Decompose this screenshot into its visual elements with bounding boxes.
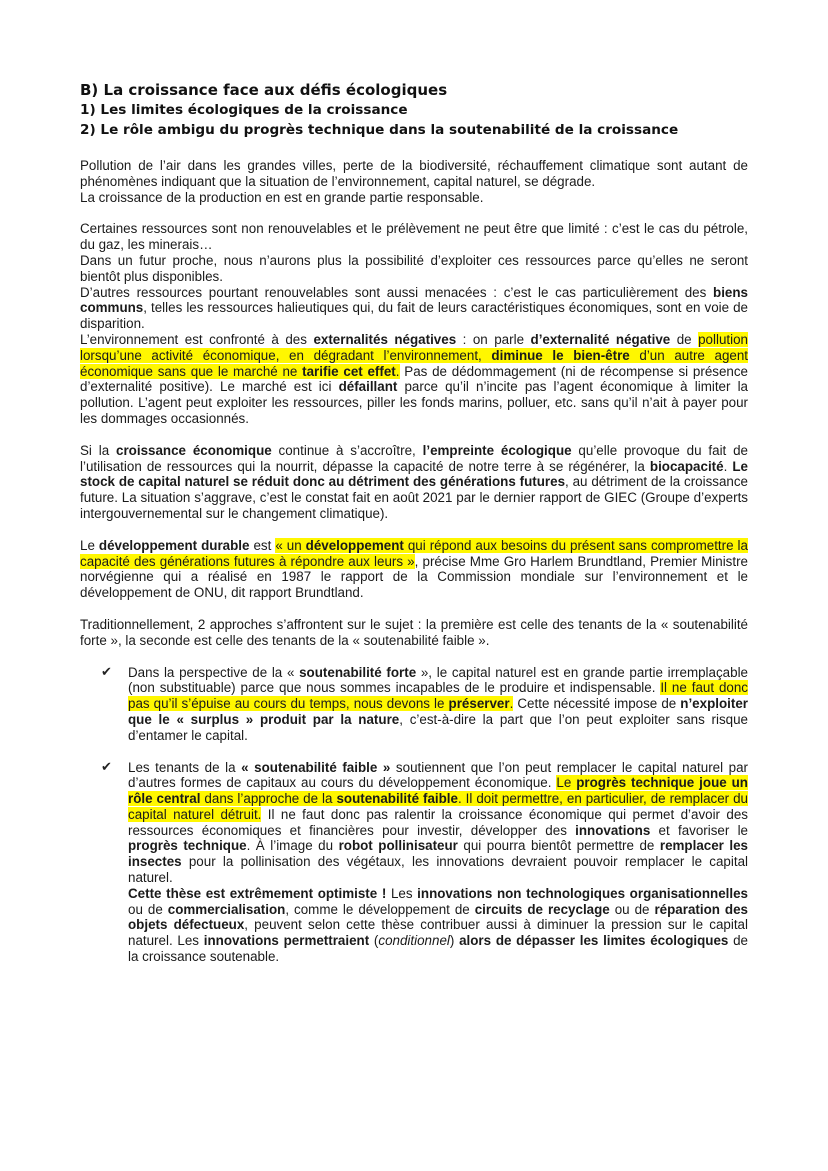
paragraph-intro: Pollution de l’air dans les grandes villes, perte de la biodiversité, réchauffement climatique sont autant de phénomènes indiquant que la situation de l’environnement, capital naturel, se dégrade. La croissance de la production en est en grande partie responsable. xyxy=(80,158,748,205)
list-item-weak-sustainability: ✔ Les tenants de la « soutenabilité faible » soutiennent que l’on peut remplacer le capital naturel par d’autres formes de capitaux au cours du développement économique. Le progrès technique joue un rôle central dans l’approche de la soutenabilité faible. Il doit permettre, en particulier, de remplacer du capital naturel détruit. Il ne faut donc pas ralentir la croissance économique qui permet d’avoir des ressources économiques et financières pour investir, développer des innovations et favoriser le progrès technique. À l’image du robot pollinisateur qui pourra bientôt permettre de remplacer les insectes pour la pollinisation des végétaux, les innovations devraient pouvoir remplacer le capital naturel. Cette thèse est extrêmement optimiste ! Les innovations non technologiques organisationnelles ou de commercialisation, comme le développement de circuits de recyclage ou de réparation des objets défectueux, peuvent selon cette thèse contribuer aussi à diminuer la pression sur le capital naturel. Les innovations permettraient (conditionnel) alors de dépasser les limites écologiques de la croissance soutenable. xyxy=(101,759,749,965)
subsection-title-1: 1) Les limites écologiques de la croissance xyxy=(80,102,408,118)
checkmark-icon: ✔ xyxy=(101,759,112,775)
highlight-brundtland-definition: « un développement qui répond aux besoins du présent sans compromettre la capacité des générations futures à répondre aux leurs » xyxy=(80,537,748,569)
paragraph-two-approaches: Traditionnellement, 2 approches s’affrontent sur le sujet : la première est celle des tenants de la « soutenabilité forte », la seconde est celle des tenants de la « soutenabilité faible ». xyxy=(80,616,748,648)
paragraph-sustainable-development: Le développement durable est « un développement qui répond aux besoins du présent sans compromettre la capacité des générations futures à répondre aux leurs », précise Mme Gro Harlem Brundtland, Premier Ministre norvégienne qui a réalisé en 1987 le rapport de la Commission mondiale sur l’environnement et le développement de ONU, dit rapport Brundtland. xyxy=(80,537,748,601)
list-item-strong-sustainability: ✔ Dans la perspective de la « soutenabilité forte », le capital naturel est en grande partie irremplaçable (non substituable) parce que nous sommes incapables de le produire et indispensable. Il ne faut donc pas qu’il s’épuise au cours du temps, nous devons le préserver. Cette nécessité impose de n’exploiter que le « surplus » produit par la nature, c’est-à-dire la part que l’on peut exploiter sans risque d’entamer le capital. xyxy=(101,664,749,743)
highlight-externality-definition: pollution lorsqu’une activité économique, en dégradant l’environnement, diminue le bien-être d’un autre agent économique sans que le marché ne tarifie cet effet. xyxy=(80,331,749,379)
paragraph-resources: Certaines ressources sont non renouvelables et le prélèvement ne peut être que limité : c’est le cas du pétrole, du gaz, les minerais… Dans un futur proche, nous n’aurons plus la possibilité d’exploiter ces ressources parce qu’elles ne seront bientôt plus disponibles. D’autres ressources pourtant renouvelables sont aussi menacées : c’est le cas particulièrement des biens communs, telles les ressources halieutiques qui, du fait de leurs caractéristiques économiques, sont en voie de disparition. L’environnement est confronté à des externalités négatives : on parle d’externalité négative de pollution lorsqu’une activité économique, en dégradant l’environnement, diminue le bien-être d’un autre agent économique sans que le marché ne tarifie cet effet. Pas de dédommagement (ni de récompense si présence d’externalité positive). Le marché est ici défaillant parce qu’il n’incite pas l’agent économique à limiter la pollution. L’agent peut exploiter les ressources, piller les fonds marins, polluer, etc. sans qu’il n’ait à payer pour les dommages occasionnés. xyxy=(80,221,749,426)
subsection-title-2: 2) Le rôle ambigu du progrès technique dans la soutenabilité de la croissance xyxy=(80,122,679,138)
highlight-preserve: Il ne faut donc pas qu’il s’épuise au cours du temps, nous devons le préserver. xyxy=(128,680,749,712)
paragraph-ecological-footprint: Si la croissance économique continue à s’accroître, l’empreinte écologique qu’elle provoque du fait de l’utilisation de ressources qui la nourrit, dépasse la capacité de notre terre à se régénérer, la biocapacité. Le stock de capital naturel se réduit donc au détriment des générations futures, au détriment de la croissance future. La situation s’aggrave, c’est le constat fait en août 2021 par le dernier rapport de GIEC (Groupe d’experts intergouvernemental sur le changement climatique). xyxy=(80,442,749,521)
checkmark-icon: ✔ xyxy=(101,664,112,680)
section-headings xyxy=(80,80,748,140)
highlight-technical-progress: Le progrès technique joue un rôle central dans l’approche de la soutenabilité faible. Il doit permettre, en particulier, de remplacer du capital naturel détruit. xyxy=(128,775,748,822)
section-title: B) La croissance face aux défis écologiques xyxy=(80,81,448,99)
approaches-list xyxy=(80,665,748,965)
